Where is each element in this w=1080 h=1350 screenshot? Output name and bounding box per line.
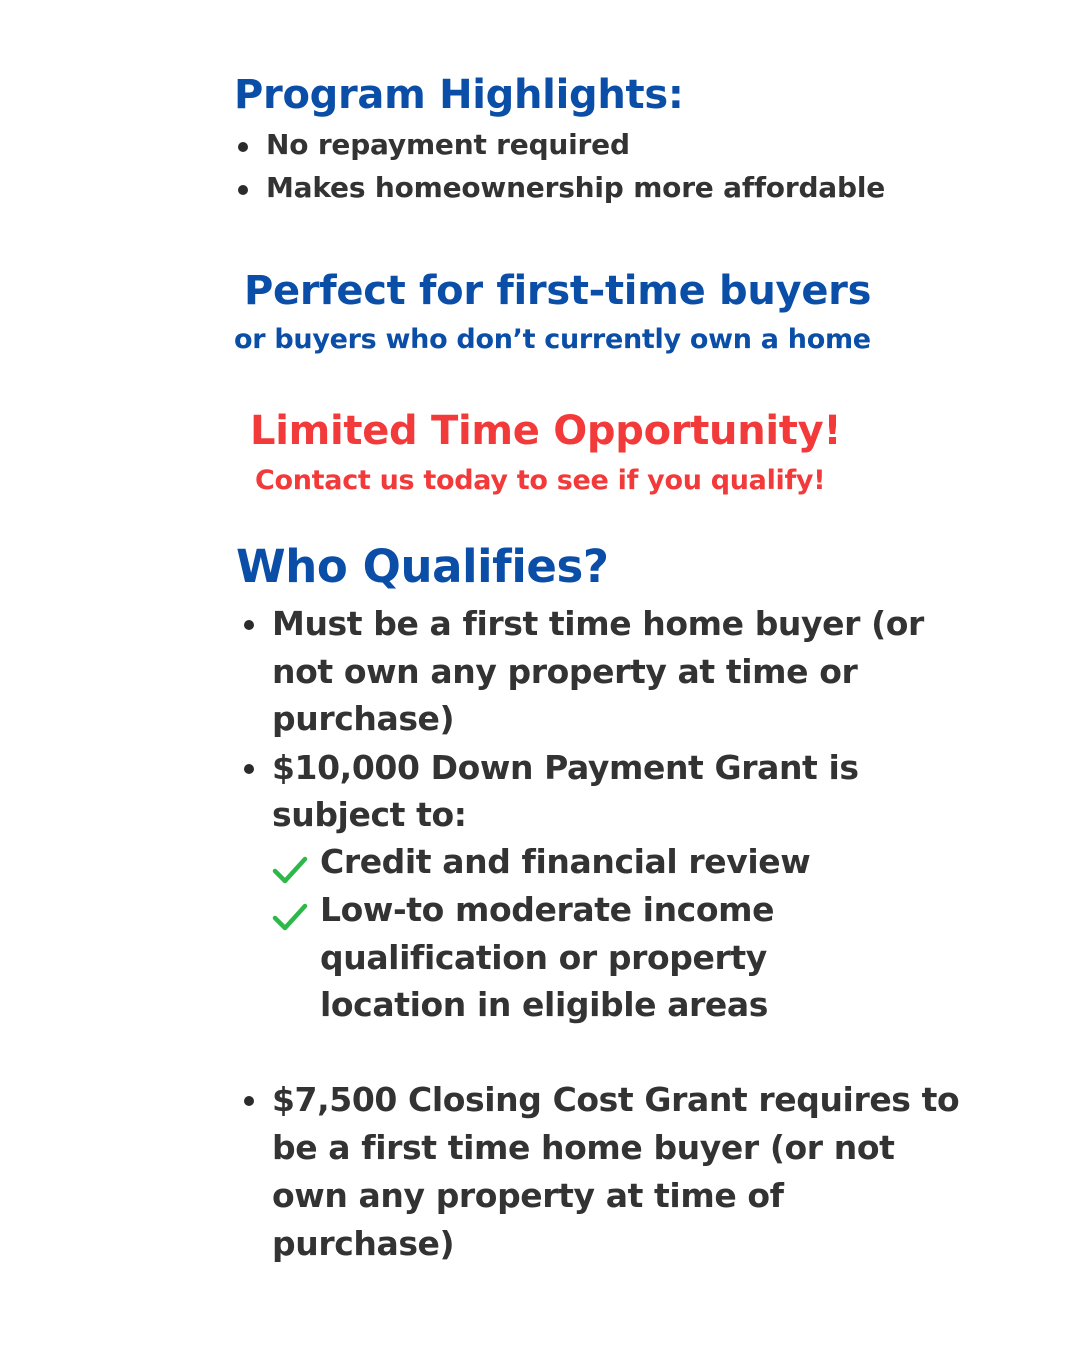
qualify-item-3-line-1: $7,500 Closing Cost Grant requires to [272,1080,960,1119]
qualify-item-2-line-1: $10,000 Down Payment Grant is [272,748,859,787]
check-item-income-line-3: location in eligible areas [320,985,769,1024]
limited-time-heading: Limited Time Opportunity! [250,408,842,454]
perfect-for-heading: Perfect for first-time buyers [244,268,872,314]
bullet-dot-icon [244,1096,254,1106]
bullet-dot-icon [244,764,254,774]
qualify-item-1-line-1: Must be a first time home buyer (or [272,604,924,643]
qualify-item-1-line-3: purchase) [272,699,455,738]
qualify-item-3-line-4: purchase) [272,1224,455,1263]
limited-time-subtitle: Contact us today to see if you qualify! [255,465,826,496]
check-item-income-line-2: qualification or property [320,938,767,977]
program-highlights-heading: Program Highlights: [234,72,684,118]
check-icon [272,899,308,935]
perfect-for-subtitle: or buyers who don’t currently own a home [234,324,871,355]
check-item-income-line-1: Low-to moderate income [320,890,775,929]
check-icon [272,852,308,888]
bullet-dot-icon [238,185,248,195]
bullet-dot-icon [238,142,248,152]
check-item-credit-review: Credit and financial review [320,842,811,881]
qualify-item-3-line-3: own any property at time of [272,1176,784,1215]
qualify-item-3-line-2: be a first time home buyer (or not [272,1128,895,1167]
who-qualifies-heading: Who Qualifies? [236,540,609,593]
qualify-item-1-line-2: not own any property at time or [272,652,858,691]
highlight-item-affordable: Makes homeownership more affordable [266,171,886,204]
bullet-dot-icon [244,620,254,630]
highlight-item-no-repayment: No repayment required [266,128,630,161]
qualify-item-2-line-2: subject to: [272,795,467,834]
